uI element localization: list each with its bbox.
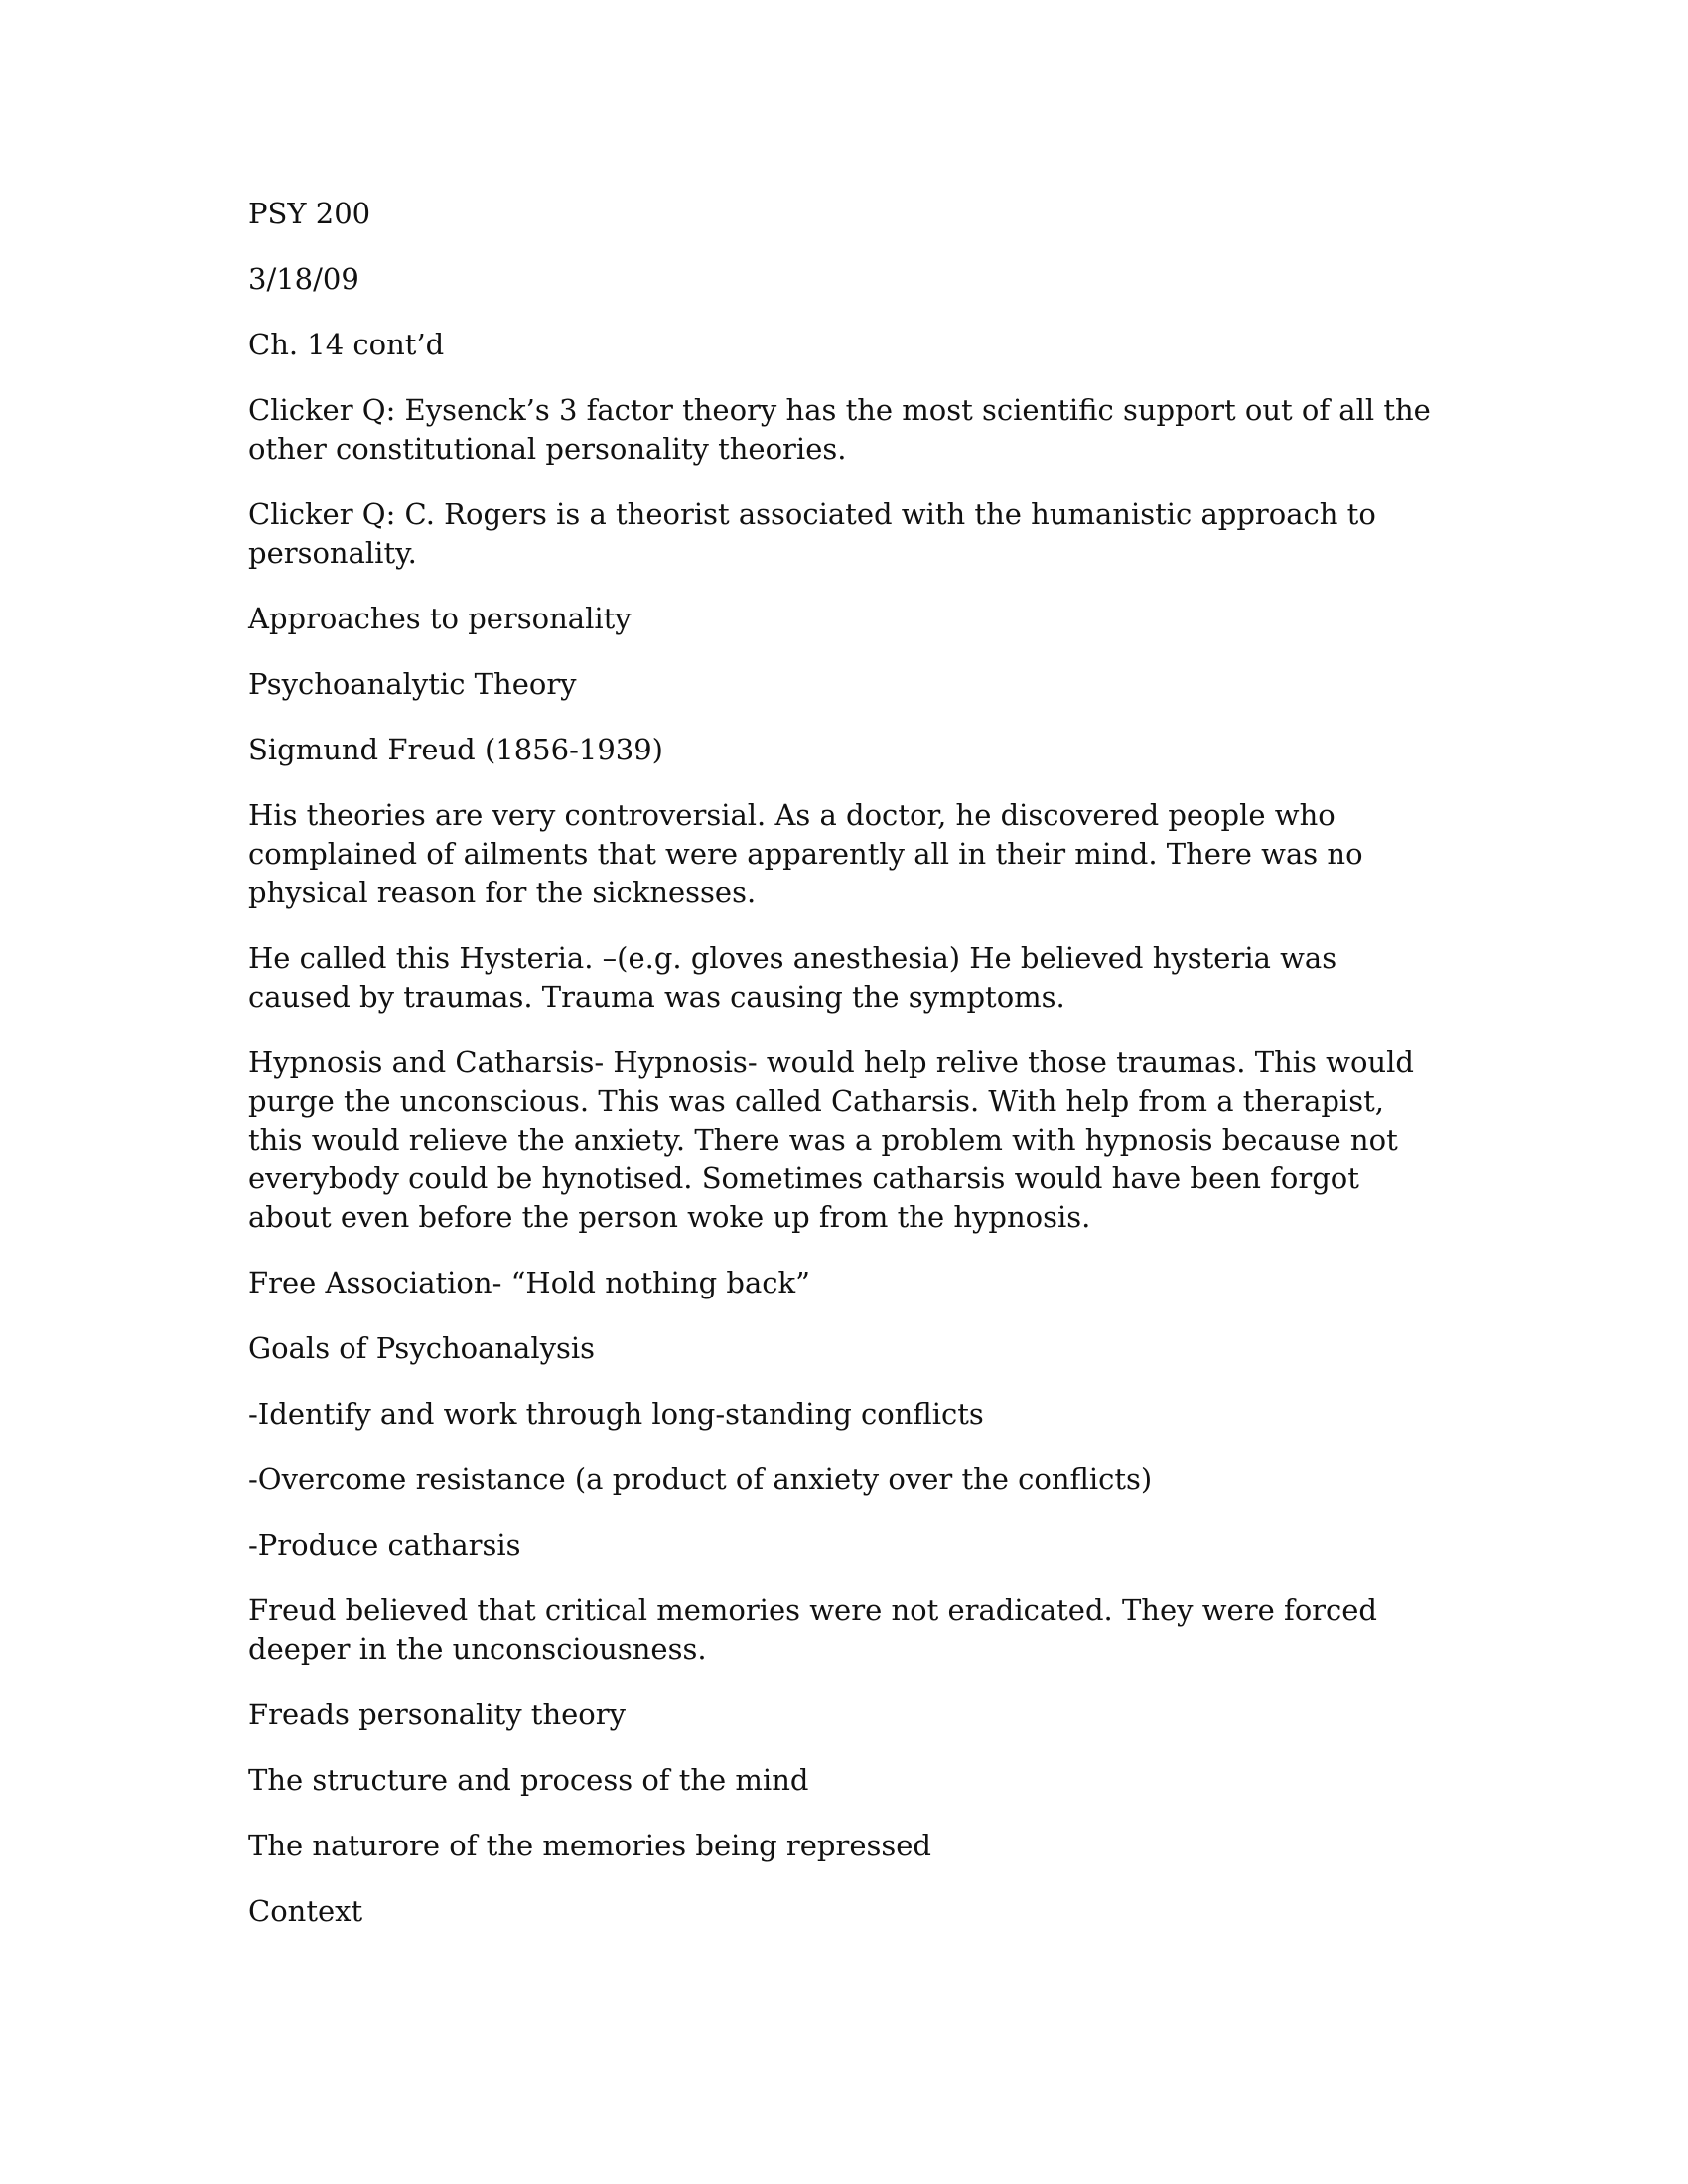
document-body: [248, 195, 1440, 1958]
paragraph-memories: Freud believed that critical memories were not eradicated. They were forced deeper in the unconsciousness.: [248, 1593, 1377, 1666]
list-line: The naturore of the memories being repressed: [248, 1829, 931, 1862]
section-heading-approaches: Approaches to personality: [248, 602, 632, 635]
clicker-question-2: Clicker Q: C. Rogers is a theorist associated with the humanistic approach to personality.: [248, 497, 1376, 570]
list-line: Context: [248, 1894, 363, 1928]
goal-item: -Produce catharsis: [248, 1528, 521, 1562]
goal-item: -Overcome resistance (a product of anxiety over the conflicts): [248, 1462, 1153, 1496]
paragraph-hysteria: He called this Hysteria. –(e.g. gloves anesthesia) He believed hysteria was caused by traumas. Trauma was causing the symptoms.: [248, 941, 1337, 1014]
paragraph-controversial: His theories are very controversial. As a doctor, he discovered people who complained of ailments that were apparently all in their mind. There was no physical reason for the sicknesses.: [248, 798, 1363, 909]
goal-item: -Identify and work through long-standing conflicts: [248, 1397, 984, 1431]
clicker-question-1: Clicker Q: Eysenck’s 3 factor theory has the most scientific support out of all the other constitutional personality theories.: [248, 393, 1431, 466]
course-code: PSY 200: [248, 197, 371, 230]
chapter-heading: Ch. 14 cont’d: [248, 328, 445, 361]
paragraph-hypnosis-catharsis: Hypnosis and Catharsis- Hypnosis- would help relive those traumas. This would purge the unconscious. This was called Catharsis. With help from a therapist, this would relieve the anxiety. There was a problem with hypnosis because not everybody could be hynotised. Sometimes catharsis would have been forgot about even before the person woke up from the hypnosis.: [248, 1045, 1414, 1234]
goals-heading: Goals of Psychoanalysis: [248, 1331, 596, 1365]
list-line: The structure and process of the mind: [248, 1763, 809, 1797]
section-heading-psychoanalytic: Psychoanalytic Theory: [248, 667, 577, 701]
lecture-date: 3/18/09: [248, 262, 359, 296]
freud-heading: Sigmund Freud (1856-1939): [248, 733, 663, 766]
free-association: Free Association- “Hold nothing back”: [248, 1266, 810, 1299]
personality-theory-heading: Freads personality theory: [248, 1698, 627, 1731]
